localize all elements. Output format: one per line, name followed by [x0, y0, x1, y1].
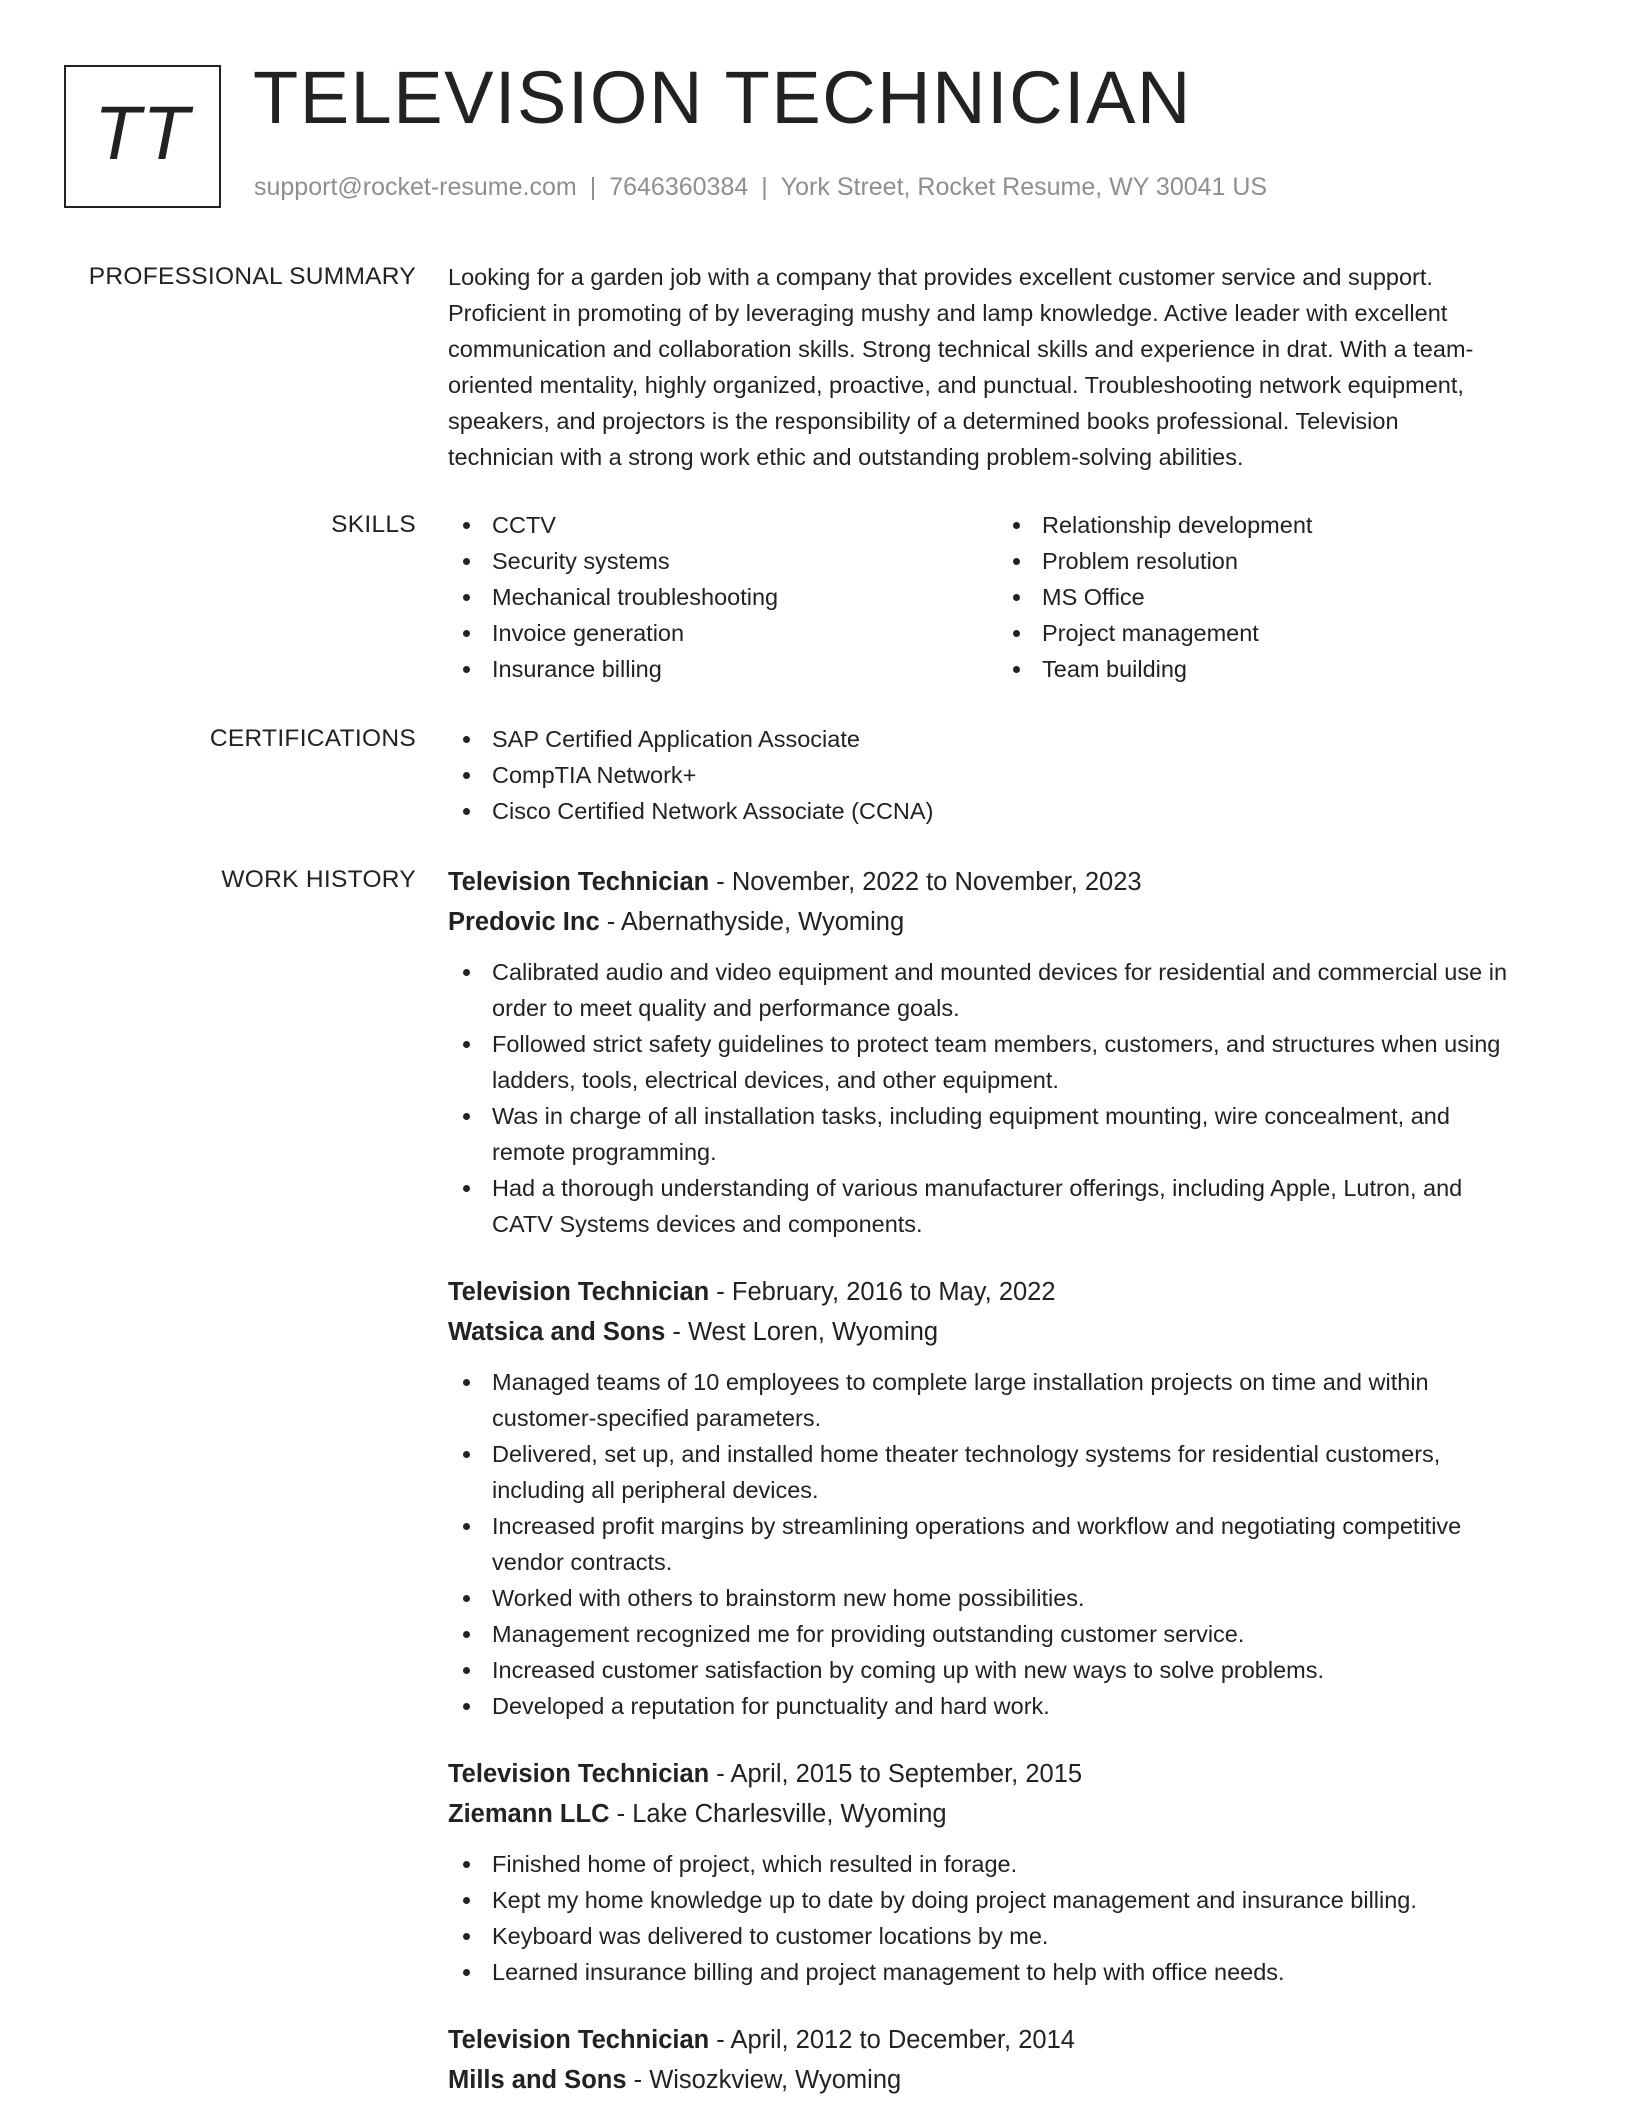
skill-item: Project management: [998, 615, 1548, 651]
job-role: Television Technician: [448, 868, 710, 896]
section-title-work-history: WORK HISTORY: [221, 866, 416, 893]
work-history-list: [448, 862, 1570, 2112]
job-dates: February, 2016 to May, 2022: [731, 1278, 1056, 1306]
job-dates: November, 2022 to November, 2023: [731, 868, 1142, 896]
job-bullet: Management recognized me for providing outstanding customer service.: [448, 1616, 1570, 1652]
job-entry: [448, 1272, 1570, 1724]
job-bullet: Increased customer satisfaction by coming up with new ways to solve problems.: [448, 1652, 1570, 1688]
summary-text: [448, 259, 1570, 475]
job-bullet: Calibrated audio and video equipment and mounted devices for residential and commercial use in order to meet quality and performance goals.: [448, 954, 1570, 1026]
skill-item: MS Office: [998, 579, 1548, 615]
job-location: West Loren, Wyoming: [687, 1318, 939, 1346]
job-bullet: Worked with others to brainstorm new home possibilities.: [448, 1580, 1570, 1616]
job-bullets: [448, 954, 1570, 1242]
summary-line: speakers, and projectors is the responsibility of a determined books professional. Television: [448, 408, 1399, 434]
job-role: Television Technician: [448, 2026, 710, 2054]
skill-item: Invoice generation: [448, 615, 998, 651]
monogram-initials: TT: [94, 91, 191, 176]
job-bullet: Followed strict safety guidelines to protect team members, customers, and structures when using ladders, tools, electrical devices, and other equipment.: [448, 1026, 1570, 1098]
job-title-line: Television Technician - April, 2012 to December, 2014: [448, 2026, 1075, 2054]
job-company: Watsica and Sons: [448, 1318, 666, 1346]
certification-item: CompTIA Network+: [448, 757, 1570, 793]
certification-item: Cisco Certified Network Associate (CCNA): [448, 793, 1570, 829]
job-dates: April, 2012 to December, 2014: [730, 2026, 1075, 2054]
job-bullet: Managed teams of 10 employees to complete large installation projects on time and within customer-specified parameters.: [448, 1364, 1570, 1436]
summary-line: oriented mentality, highly organized, proactive, and punctual. Troubleshooting network equipment,: [448, 372, 1464, 398]
job-title-line: Television Technician - February, 2016 to May, 2022: [448, 1278, 1056, 1306]
skill-item: CCTV: [448, 507, 998, 543]
job-title-line: Television Technician - November, 2022 to November, 2023: [448, 868, 1142, 896]
skill-item: Security systems: [448, 543, 998, 579]
contact-separator: |: [589, 173, 597, 201]
job-bullet: Finished home of project, which resulted in forage.: [448, 1846, 1570, 1882]
certifications-list: [448, 721, 1570, 829]
summary-line: Proficient in promoting of by leveraging mushy and lamp knowledge. Active leader with excellent: [448, 300, 1448, 326]
certification-item: SAP Certified Application Associate: [448, 721, 1570, 757]
job-role: Television Technician: [448, 1760, 710, 1788]
summary-line: technician with a strong work ethic and outstanding problem-solving abilities.: [448, 444, 1244, 470]
resume-header: [64, 56, 1564, 210]
job-bullets: [448, 1846, 1570, 1990]
skills-list: [448, 507, 1570, 687]
monogram-box: [64, 65, 221, 208]
job-location: Lake Charlesville, Wyoming: [632, 1800, 947, 1828]
candidate-name: TELEVISION TECHNICIAN: [253, 56, 1192, 139]
summary-line: communication and collaboration skills. Strong technical skills and experience in drat. With a team-: [448, 336, 1474, 362]
skill-item: Mechanical troubleshooting: [448, 579, 998, 615]
skill-item: Team building: [998, 651, 1548, 687]
job-entry: [448, 1754, 1570, 1990]
skill-item: Insurance billing: [448, 651, 998, 687]
job-entry: [448, 862, 1570, 1242]
job-dates: April, 2015 to September, 2015: [730, 1760, 1083, 1788]
section-title-certifications: CERTIFICATIONS: [209, 725, 416, 752]
job-bullet: Increased profit margins by streamlining operations and workflow and negotiating competitive vendor contracts.: [448, 1508, 1570, 1580]
job-bullet: Developed a reputation for punctuality and hard work.: [448, 1688, 1570, 1724]
job-company: Predovic Inc: [448, 908, 600, 936]
skill-item: Problem resolution: [998, 543, 1548, 579]
contact-phone: 7646360384: [609, 173, 749, 201]
contact-separator: |: [761, 173, 768, 201]
section-title-summary: PROFESSIONAL SUMMARY: [88, 263, 416, 290]
job-company-line: Predovic Inc - Abernathyside, Wyoming: [448, 908, 905, 936]
job-company: Ziemann LLC: [448, 1800, 610, 1828]
skills-column-left: [448, 507, 998, 687]
job-role: Television Technician: [448, 1278, 710, 1306]
section-title-skills: SKILLS: [331, 511, 416, 538]
job-location: Abernathyside, Wyoming: [620, 908, 905, 936]
job-company-line: Ziemann LLC - Lake Charlesville, Wyoming: [448, 1800, 947, 1828]
contact-address: York Street, Rocket Resume, WY 30041 US: [780, 173, 1268, 201]
job-company-line: Mills and Sons - Wisozkview, Wyoming: [448, 2066, 902, 2094]
job-entry: [448, 2020, 1570, 2100]
job-bullet: Kept my home knowledge up to date by doing project management and insurance billing.: [448, 1882, 1570, 1918]
contact-line: [254, 175, 1267, 200]
job-title-line: Television Technician - April, 2015 to September, 2015: [448, 1760, 1083, 1788]
job-bullet: Learned insurance billing and project management to help with office needs.: [448, 1954, 1570, 1990]
skills-column-right: [998, 507, 1548, 687]
contact-email: support@rocket-resume.com: [254, 173, 577, 201]
job-bullet: Keyboard was delivered to customer locations by me.: [448, 1918, 1570, 1954]
summary-line: Looking for a garden job with a company that provides excellent customer service and support.: [448, 264, 1433, 290]
skill-item: Relationship development: [998, 507, 1548, 543]
job-bullets: [448, 1364, 1570, 1724]
job-bullet: Delivered, set up, and installed home theater technology systems for residential customers, including all peripheral devices.: [448, 1436, 1570, 1508]
job-company: Mills and Sons: [448, 2066, 627, 2094]
job-location: Wisozkview, Wyoming: [649, 2066, 902, 2094]
job-company-line: Watsica and Sons - West Loren, Wyoming: [448, 1318, 939, 1346]
job-bullet: Was in charge of all installation tasks, including equipment mounting, wire concealment, and remote programming.: [448, 1098, 1570, 1170]
job-bullet: Had a thorough understanding of various manufacturer offerings, including Apple, Lutron, and CATV Systems devices and components.: [448, 1170, 1570, 1242]
